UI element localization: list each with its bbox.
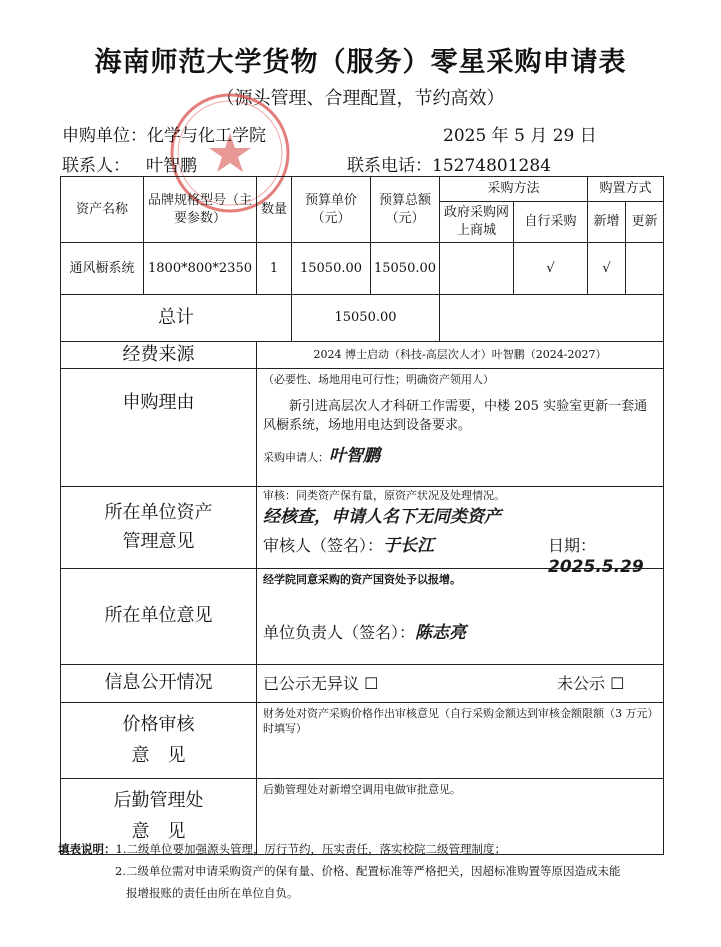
phone-value: 15274801284 [432, 156, 551, 176]
table-row [61, 243, 664, 295]
contact-label: 联系人： [62, 156, 130, 176]
unit-opinion-cell [257, 569, 664, 665]
item-method-gov [440, 243, 514, 295]
item-type-update [626, 243, 664, 295]
col-purchase-type: 购置方式 [588, 177, 664, 202]
col-method-gov: 政府采购网上商城 [440, 202, 514, 243]
apply-date: 2025 年 5 月 29 日 [443, 126, 597, 146]
notes-line1: 填表说明：1.二级单位要加强源头管理，厉行节约，压实责任，落实校院二级管理制度； [58, 842, 506, 856]
col-method: 采购方法 [440, 177, 588, 202]
logistics-text: 后勤管理处对新增空调用电做审批意见。 [257, 779, 664, 855]
reason-cell [257, 369, 664, 487]
item-unit-price: 15050.00 [292, 243, 371, 295]
applicant-row [263, 445, 657, 468]
price-review-label: 价格审核 意 见 [61, 703, 257, 779]
item-type-new: √ [588, 243, 626, 295]
item-total: 15050.00 [371, 243, 440, 295]
col-spec: 品牌规格型号（主要参数） [144, 177, 257, 243]
funding-value: 2024 博士启动（科技-高层次人才）叶智鹏（2024-2027） [257, 342, 664, 369]
application-table [60, 176, 664, 855]
contact-value: 叶智鹏 [146, 156, 197, 176]
col-type-new: 新增 [588, 202, 626, 243]
phone-label: 联系电话： [347, 156, 432, 176]
col-type-update: 更新 [626, 202, 664, 243]
reviewer-label: 审核人（签名）： [263, 535, 384, 555]
reviewer-signature: 于长江 [383, 535, 435, 556]
reviewer-date: 日期：2025.5.29 [548, 535, 644, 578]
reason-label: 申购理由 [61, 369, 257, 487]
unit-value: 化学与化工学院 [147, 126, 266, 146]
phone-row [347, 151, 551, 176]
unit-row [62, 121, 266, 146]
notes-line2: 2.二级单位需对申请采购资产的保有量、价格、配置标准等严格把关，因超标准购置等原因造成未能 [115, 864, 621, 878]
leader-label: 单位负责人（签名）： [263, 622, 416, 642]
item-name: 通风橱系统 [61, 243, 144, 295]
unit-opinion-text: 经学院同意采购的资产国资处予以报增。 [263, 573, 461, 586]
form-subtitle: （源头管理、合理配置，节约高效） [216, 88, 505, 109]
unit-label: 申购单位： [62, 126, 147, 146]
reason-text: 新引进高层次人才科研工作需要，中楼 205 实验室更新一套通风橱系统，场地用电达到设备要求。 [263, 398, 648, 434]
asset-opinion-hint: 审核：同类资产保有量，原资产状况及处理情况。 [263, 489, 505, 502]
notes-line3: 报增报账的责任由所在单位自负。 [126, 886, 299, 900]
contact-row [62, 151, 197, 176]
disclosure-option-unpublished[interactable]: 未公示 ☐ [557, 673, 625, 693]
form-notes [58, 838, 698, 904]
leader-row [263, 622, 657, 645]
leader-signature: 陈志亮 [415, 622, 467, 643]
col-asset-name: 资产名称 [61, 177, 144, 243]
asset-opinion-handwritten: 经核查，申请人名下无同类资产 [263, 506, 501, 527]
price-review-text: 财务处对资产采购价格作出审核意见（自行采购金额达到审核金额限额（3 万元）时填写） [257, 703, 664, 779]
applicant-label: 采购申请人： [263, 450, 329, 464]
col-total: 预算总额（元） [371, 177, 440, 243]
item-method-self: √ [514, 243, 588, 295]
funding-label: 经费来源 [61, 342, 257, 369]
asset-opinion-cell [257, 487, 664, 578]
sum-label: 总计 [61, 295, 292, 342]
asset-opinion-label: 所在单位资产管理意见 [61, 487, 257, 569]
col-unit-price: 预算单价（元） [292, 177, 371, 243]
applicant-signature: 叶智鹏 [329, 445, 380, 466]
item-spec: 1800*800*2350 [144, 243, 257, 295]
disclosure-label: 信息公开情况 [61, 665, 257, 703]
asset-reviewer-row [263, 535, 657, 578]
disclosure-cell [257, 665, 664, 703]
logistics-label: 后勤管理处 意 见 [61, 779, 257, 855]
col-method-self: 自行采购 [514, 202, 588, 243]
reason-hint: （必要性、场地用电可行性；明确资产领用人） [263, 373, 494, 386]
sum-value: 15050.00 [292, 295, 440, 342]
disclosure-option-published[interactable]: 已公示无异议 ☐ [263, 673, 379, 693]
col-quantity: 数量 [257, 177, 292, 243]
unit-opinion-label: 所在单位意见 [61, 569, 257, 665]
item-quantity: 1 [257, 243, 292, 295]
form-title: 海南师范大学货物（服务）零星采购申请表 [94, 47, 627, 78]
